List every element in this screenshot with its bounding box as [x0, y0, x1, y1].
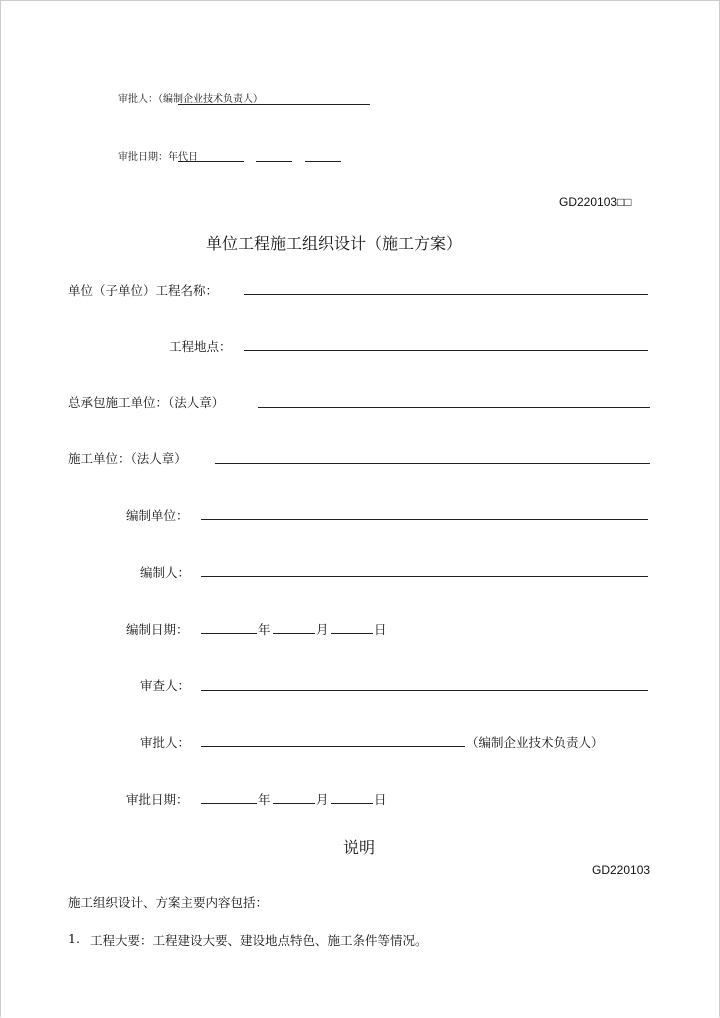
compiler-label: 编制人：: [140, 565, 191, 580]
compile-month-line[interactable]: [273, 633, 315, 634]
top-date-line-1[interactable]: [178, 161, 244, 162]
project-name-line[interactable]: [244, 294, 648, 295]
top-approval-date-label: 审批日期：年代日: [118, 152, 198, 163]
form-code: GD220103□□: [559, 195, 632, 209]
approval-day-unit: 日: [374, 792, 387, 807]
compile-date-label: 编制日期：: [126, 622, 189, 637]
compile-year-unit: 年: [258, 622, 271, 637]
approval-date-label: 审批日期：: [126, 792, 189, 807]
approval-month-unit: 月: [316, 792, 329, 807]
explanation-item-number: 1.: [68, 931, 80, 946]
top-approver-label: 审批人：（编制企业技术负责人）: [118, 94, 263, 105]
project-name-label: 单位（子单位）工程名称：: [68, 283, 219, 298]
approval-month-line[interactable]: [273, 803, 315, 804]
approver-label: 审批人：: [140, 735, 191, 750]
compiling-unit-label: 编制单位：: [126, 508, 189, 523]
compile-day-line[interactable]: [331, 633, 373, 634]
approval-year-line[interactable]: [201, 803, 257, 804]
explanation-title: 说明: [343, 838, 376, 857]
project-location-line[interactable]: [244, 350, 648, 351]
reviewer-line[interactable]: [201, 690, 648, 691]
explanation-item-text: 工程大要：工程建设大要、建设地点特色、施工条件等情况。: [90, 933, 428, 948]
top-date-line-3[interactable]: [305, 161, 341, 162]
top-date-line-2[interactable]: [256, 161, 292, 162]
construction-unit-line[interactable]: [215, 463, 650, 464]
approval-day-line[interactable]: [331, 803, 373, 804]
project-location-label: 工程地点：: [169, 339, 232, 354]
approver-note: （编制企业技术负责人）: [466, 735, 604, 750]
top-approver-line[interactable]: [178, 104, 370, 105]
approver-line[interactable]: [201, 746, 465, 747]
compiling-unit-line[interactable]: [201, 519, 648, 520]
compile-day-unit: 日: [374, 622, 387, 637]
approval-year-unit: 年: [258, 792, 271, 807]
compiler-line[interactable]: [201, 576, 648, 577]
general-contractor-label: 总承包施工单位：（法人章）: [68, 395, 225, 410]
reviewer-label: 审查人：: [140, 678, 191, 693]
explanation-intro: 施工组织设计、方案主要内容包括：: [68, 895, 269, 910]
construction-unit-label: 施工单位：（法人章）: [68, 451, 187, 466]
compile-year-line[interactable]: [201, 633, 257, 634]
explanation-code: GD220103: [592, 863, 651, 877]
compile-month-unit: 月: [316, 622, 329, 637]
page-title: 单位工程施工组织设计（施工方案）: [206, 234, 463, 253]
general-contractor-line[interactable]: [258, 407, 650, 408]
